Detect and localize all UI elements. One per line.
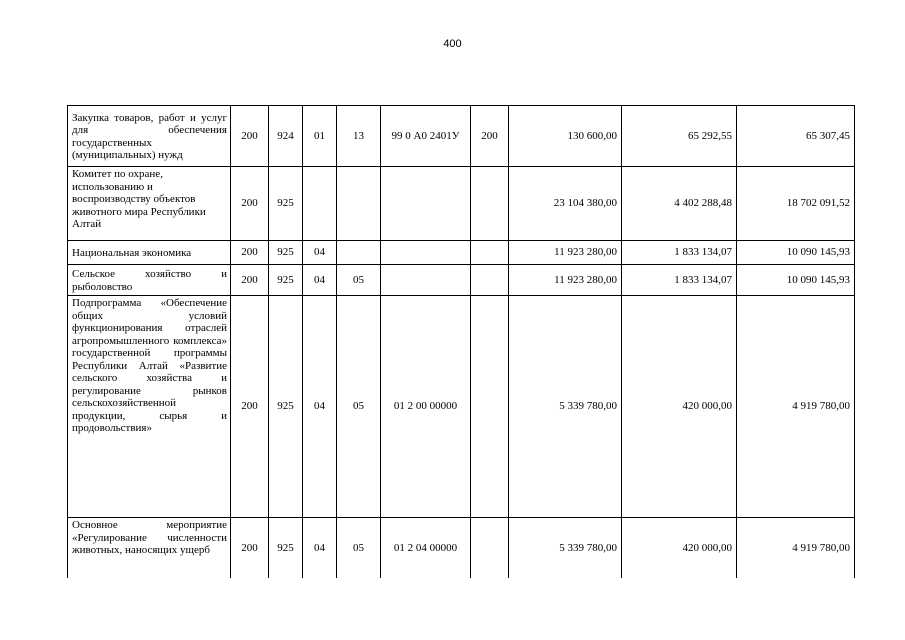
cell-code (381, 167, 471, 241)
cell-code (471, 518, 509, 578)
cell-code: 04 (303, 518, 337, 578)
cell-code (471, 296, 509, 518)
cell-amount: 4 919 780,00 (737, 296, 855, 518)
cell-amount: 1 833 134,07 (622, 241, 737, 265)
cell-code: 04 (303, 265, 337, 296)
cell-amount: 11 923 280,00 (509, 265, 622, 296)
cell-amount: 4 402 288,48 (622, 167, 737, 241)
cell-code (471, 265, 509, 296)
cell-amount: 10 090 145,93 (737, 241, 855, 265)
budget-table (67, 105, 855, 578)
cell-code: 925 (269, 241, 303, 265)
cell-code (471, 241, 509, 265)
cell-amount: 11 923 280,00 (509, 241, 622, 265)
table-row (68, 106, 855, 167)
cell-code: 05 (337, 518, 381, 578)
cell-code: 200 (231, 296, 269, 518)
cell-code: 200 (231, 106, 269, 167)
cell-code: 925 (269, 518, 303, 578)
cell-code: 925 (269, 265, 303, 296)
cell-amount: 130 600,00 (509, 106, 622, 167)
cell-code: 05 (337, 265, 381, 296)
cell-amount: 420 000,00 (622, 296, 737, 518)
cell-amount: 5 339 780,00 (509, 296, 622, 518)
cell-code (471, 167, 509, 241)
row-name: Закупка товаров, работ и услуг для обеспечения государственных (муниципальных) нужд (68, 106, 231, 167)
cell-code: 200 (231, 241, 269, 265)
cell-code: 200 (231, 518, 269, 578)
table-row (68, 265, 855, 296)
cell-code (381, 241, 471, 265)
cell-code: 01 2 00 00000 (381, 296, 471, 518)
cell-code: 924 (269, 106, 303, 167)
row-name: Сельское хозяйство и рыболовство (68, 265, 231, 296)
cell-code (337, 241, 381, 265)
cell-code: 05 (337, 296, 381, 518)
cell-code: 01 2 04 00000 (381, 518, 471, 578)
cell-code: 01 (303, 106, 337, 167)
cell-amount: 18 702 091,52 (737, 167, 855, 241)
cell-amount: 65 292,55 (622, 106, 737, 167)
cell-code: 200 (471, 106, 509, 167)
cell-code: 99 0 А0 2401У (381, 106, 471, 167)
cell-code: 925 (269, 296, 303, 518)
table-row (68, 518, 855, 578)
cell-code: 13 (337, 106, 381, 167)
cell-code: 200 (231, 167, 269, 241)
cell-code (381, 265, 471, 296)
cell-amount: 420 000,00 (622, 518, 737, 578)
page-number: 400 (443, 38, 462, 50)
cell-code: 200 (231, 265, 269, 296)
row-name: Национальная экономика (68, 241, 231, 265)
row-name: Основное мероприятие «Регулирование численности животных, наносящих ущерб (68, 518, 231, 578)
cell-code: 04 (303, 241, 337, 265)
cell-amount: 65 307,45 (737, 106, 855, 167)
row-name: Подпрограмма «Обеспечение общих условий функционирования отраслей агропромышленного комплекса» государственной программы Республики Алтай «Развитие сельского хозяйства и регулирование рынков сельскохозяйственной продукции, сырья и продовольствия» (68, 296, 231, 518)
cell-amount: 10 090 145,93 (737, 265, 855, 296)
cell-amount: 5 339 780,00 (509, 518, 622, 578)
table-row (68, 167, 855, 241)
cell-code: 925 (269, 167, 303, 241)
row-name: Комитет по охране, использованию и воспроизводству объектов животного мира Республики Алтай (68, 167, 231, 241)
table-row (68, 296, 855, 518)
cell-amount: 23 104 380,00 (509, 167, 622, 241)
cell-code (337, 167, 381, 241)
table-row (68, 241, 855, 265)
cell-code (303, 167, 337, 241)
cell-amount: 1 833 134,07 (622, 265, 737, 296)
cell-code: 04 (303, 296, 337, 518)
cell-amount: 4 919 780,00 (737, 518, 855, 578)
